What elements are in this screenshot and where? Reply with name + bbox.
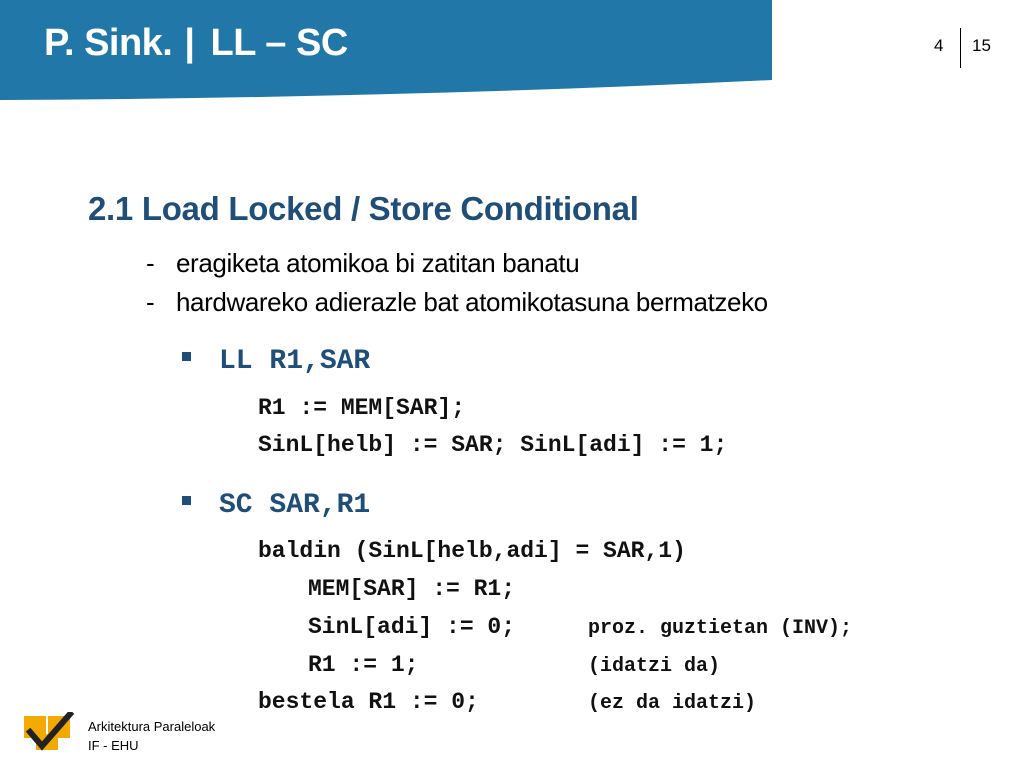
ll-instruction-heading xyxy=(182,346,370,377)
square-bullet-icon xyxy=(182,496,191,505)
current-page-number: 4 xyxy=(934,36,944,55)
point-item xyxy=(146,248,579,279)
sc-code-line: MEM[SAR] := R1; xyxy=(308,576,516,602)
point-item xyxy=(146,287,768,318)
header-separator: | xyxy=(184,22,195,64)
footer-org-sub: IF - EHU xyxy=(88,738,139,753)
sc-code-line: R1 := 1; xyxy=(308,652,419,678)
sc-code-line: baldin (SinL[helb,adi] = SAR,1) xyxy=(258,538,686,564)
footer-org-name: Arkitektura Paraleloak xyxy=(88,719,216,734)
sc-code-line: SinL[adi] := 0; xyxy=(308,614,516,640)
point-text: eragiketa atomikoa bi zatitan banatu xyxy=(176,248,580,278)
page-number-divider xyxy=(960,28,961,68)
ll-instruction-text: LL R1,SAR xyxy=(219,346,371,377)
checkmark-logo-icon xyxy=(22,712,78,752)
dash-marker: - xyxy=(146,248,155,278)
total-page-number: 15 xyxy=(972,36,991,55)
code-comment: proz. guztietan (INV); xyxy=(588,617,853,640)
code-comment: (ez da idatzi) xyxy=(588,692,757,715)
square-bullet-icon xyxy=(182,352,191,361)
dash-marker: - xyxy=(146,287,155,317)
course-name: P. Sink. xyxy=(44,22,173,64)
sc-instruction-text: SC SAR,R1 xyxy=(219,490,371,521)
sc-code-line: bestela R1 := 0; xyxy=(258,689,479,715)
ll-code-line: R1 := MEM[SAR]; xyxy=(258,395,466,421)
slide-header-title xyxy=(44,22,348,65)
section-title: 2.1 Load Locked / Store Conditional xyxy=(88,190,639,227)
code-comment: (idatzi da) xyxy=(588,655,721,678)
ll-code-line: SinL[helb] := SAR; SinL[adi] := 1; xyxy=(258,432,728,458)
sc-instruction-heading xyxy=(182,490,370,521)
header-topic: LL – SC xyxy=(210,22,348,64)
point-text: hardwareko adierazle bat atomikotasuna bermatzeko xyxy=(176,287,768,317)
